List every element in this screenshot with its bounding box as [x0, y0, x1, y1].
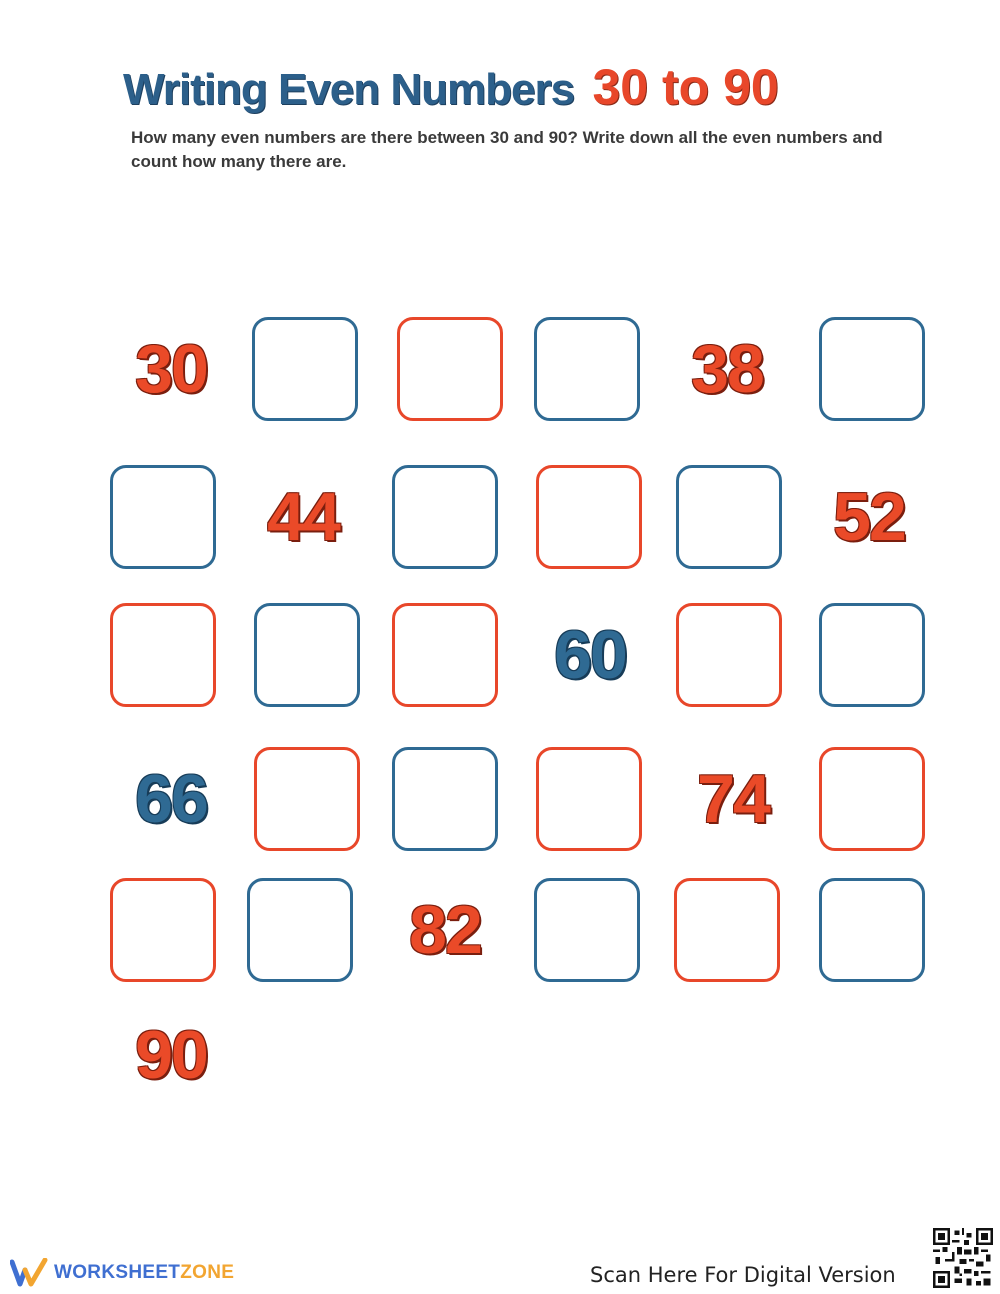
worksheetzone-logo-icon [10, 1258, 48, 1288]
instructions-text: How many even numbers are there between 30 and 90? Write down all the even numbers and count how many there are. [131, 128, 883, 171]
answer-box[interactable] [819, 603, 925, 707]
answer-box[interactable] [676, 603, 782, 707]
page-title [123, 59, 779, 115]
answer-box[interactable] [252, 317, 358, 421]
given-number-cell [118, 317, 224, 421]
answer-box[interactable] [676, 465, 782, 569]
answer-box[interactable] [534, 317, 640, 421]
answer-box[interactable] [254, 747, 360, 851]
qr-code-icon[interactable] [933, 1228, 993, 1288]
given-number-cell [392, 878, 498, 982]
title-range: 30 to 90 [592, 59, 779, 115]
worksheetzone-logo[interactable] [10, 1258, 234, 1288]
given-number: 66 [135, 761, 207, 837]
answer-box[interactable] [536, 465, 642, 569]
given-number-cell [250, 465, 356, 569]
given-number: 38 [691, 331, 763, 407]
answer-box[interactable] [819, 747, 925, 851]
given-number-cell [680, 747, 786, 851]
given-number: 82 [409, 892, 481, 968]
answer-box[interactable] [534, 878, 640, 982]
given-number-cell [537, 603, 643, 707]
given-number: 90 [135, 1017, 207, 1093]
given-number-cell [674, 317, 780, 421]
brand-name-part1: WORKSHEET [54, 1262, 181, 1283]
given-number: 60 [554, 617, 626, 693]
answer-box[interactable] [536, 747, 642, 851]
answer-box[interactable] [247, 878, 353, 982]
title-text: Writing Even Numbers [123, 65, 575, 114]
given-number: 74 [697, 761, 769, 837]
given-number: 44 [267, 479, 339, 555]
answer-box[interactable] [110, 465, 216, 569]
given-number-cell [816, 465, 922, 569]
answer-box[interactable] [110, 603, 216, 707]
answer-box[interactable] [674, 878, 780, 982]
given-number-cell [118, 1003, 224, 1107]
scan-instruction: Scan Here For Digital Version [590, 1263, 896, 1287]
given-number: 30 [135, 331, 207, 407]
brand-name-part2: ZONE [180, 1262, 235, 1283]
answer-box[interactable] [397, 317, 503, 421]
answer-box[interactable] [392, 465, 498, 569]
answer-box[interactable] [110, 878, 216, 982]
answer-box[interactable] [819, 317, 925, 421]
answer-box[interactable] [392, 603, 498, 707]
given-number: 52 [833, 479, 905, 555]
brand-name [54, 1262, 234, 1284]
answer-box[interactable] [392, 747, 498, 851]
given-number-cell [118, 747, 224, 851]
answer-box[interactable] [819, 878, 925, 982]
answer-box[interactable] [254, 603, 360, 707]
